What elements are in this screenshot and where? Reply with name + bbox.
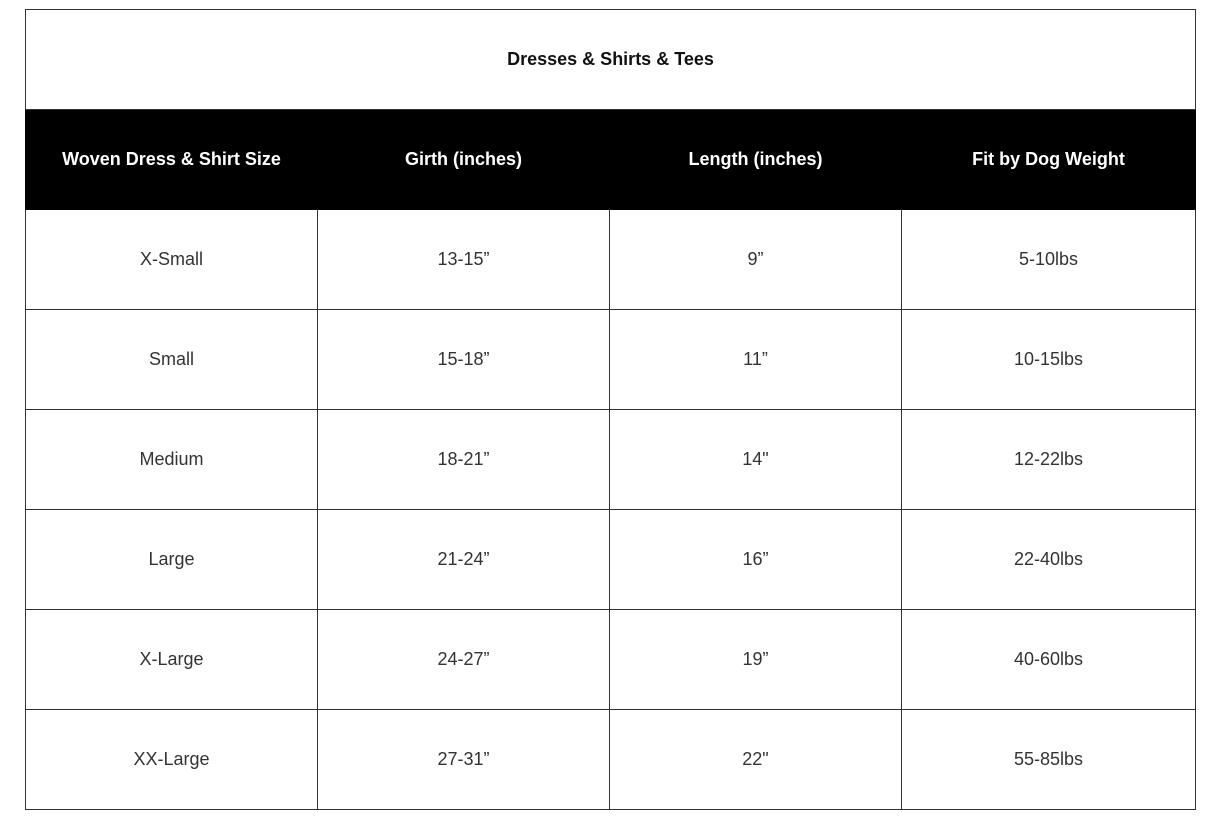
cell-weight: 22-40lbs <box>902 510 1196 610</box>
table-row <box>26 510 1196 610</box>
cell-weight: 12-22lbs <box>902 410 1196 510</box>
table-row <box>26 610 1196 710</box>
cell-size: X-Large <box>26 610 318 710</box>
cell-weight: 10-15lbs <box>902 310 1196 410</box>
cell-girth: 18-21” <box>318 410 610 510</box>
column-header-length: Length (inches) <box>610 110 902 210</box>
cell-girth: 27-31” <box>318 710 610 810</box>
cell-length: 19” <box>610 610 902 710</box>
cell-girth: 13-15” <box>318 210 610 310</box>
cell-size: Large <box>26 510 318 610</box>
cell-length: 11” <box>610 310 902 410</box>
cell-size: Small <box>26 310 318 410</box>
cell-length: 16” <box>610 510 902 610</box>
cell-weight: 55-85lbs <box>902 710 1196 810</box>
column-header-weight: Fit by Dog Weight <box>902 110 1196 210</box>
cell-length: 14" <box>610 410 902 510</box>
title-row <box>26 10 1196 110</box>
cell-girth: 21-24” <box>318 510 610 610</box>
column-header-girth: Girth (inches) <box>318 110 610 210</box>
table-row <box>26 210 1196 310</box>
table-row <box>26 710 1196 810</box>
cell-size: Medium <box>26 410 318 510</box>
table-row <box>26 310 1196 410</box>
header-row <box>26 110 1196 210</box>
cell-girth: 24-27” <box>318 610 610 710</box>
cell-weight: 40-60lbs <box>902 610 1196 710</box>
table-row <box>26 410 1196 510</box>
table-title: Dresses & Shirts & Tees <box>26 10 1196 110</box>
column-header-size: Woven Dress & Shirt Size <box>26 110 318 210</box>
cell-length: 22" <box>610 710 902 810</box>
size-chart-table <box>25 9 1196 810</box>
cell-size: X-Small <box>26 210 318 310</box>
cell-girth: 15-18” <box>318 310 610 410</box>
cell-weight: 5-10lbs <box>902 210 1196 310</box>
cell-size: XX-Large <box>26 710 318 810</box>
cell-length: 9” <box>610 210 902 310</box>
